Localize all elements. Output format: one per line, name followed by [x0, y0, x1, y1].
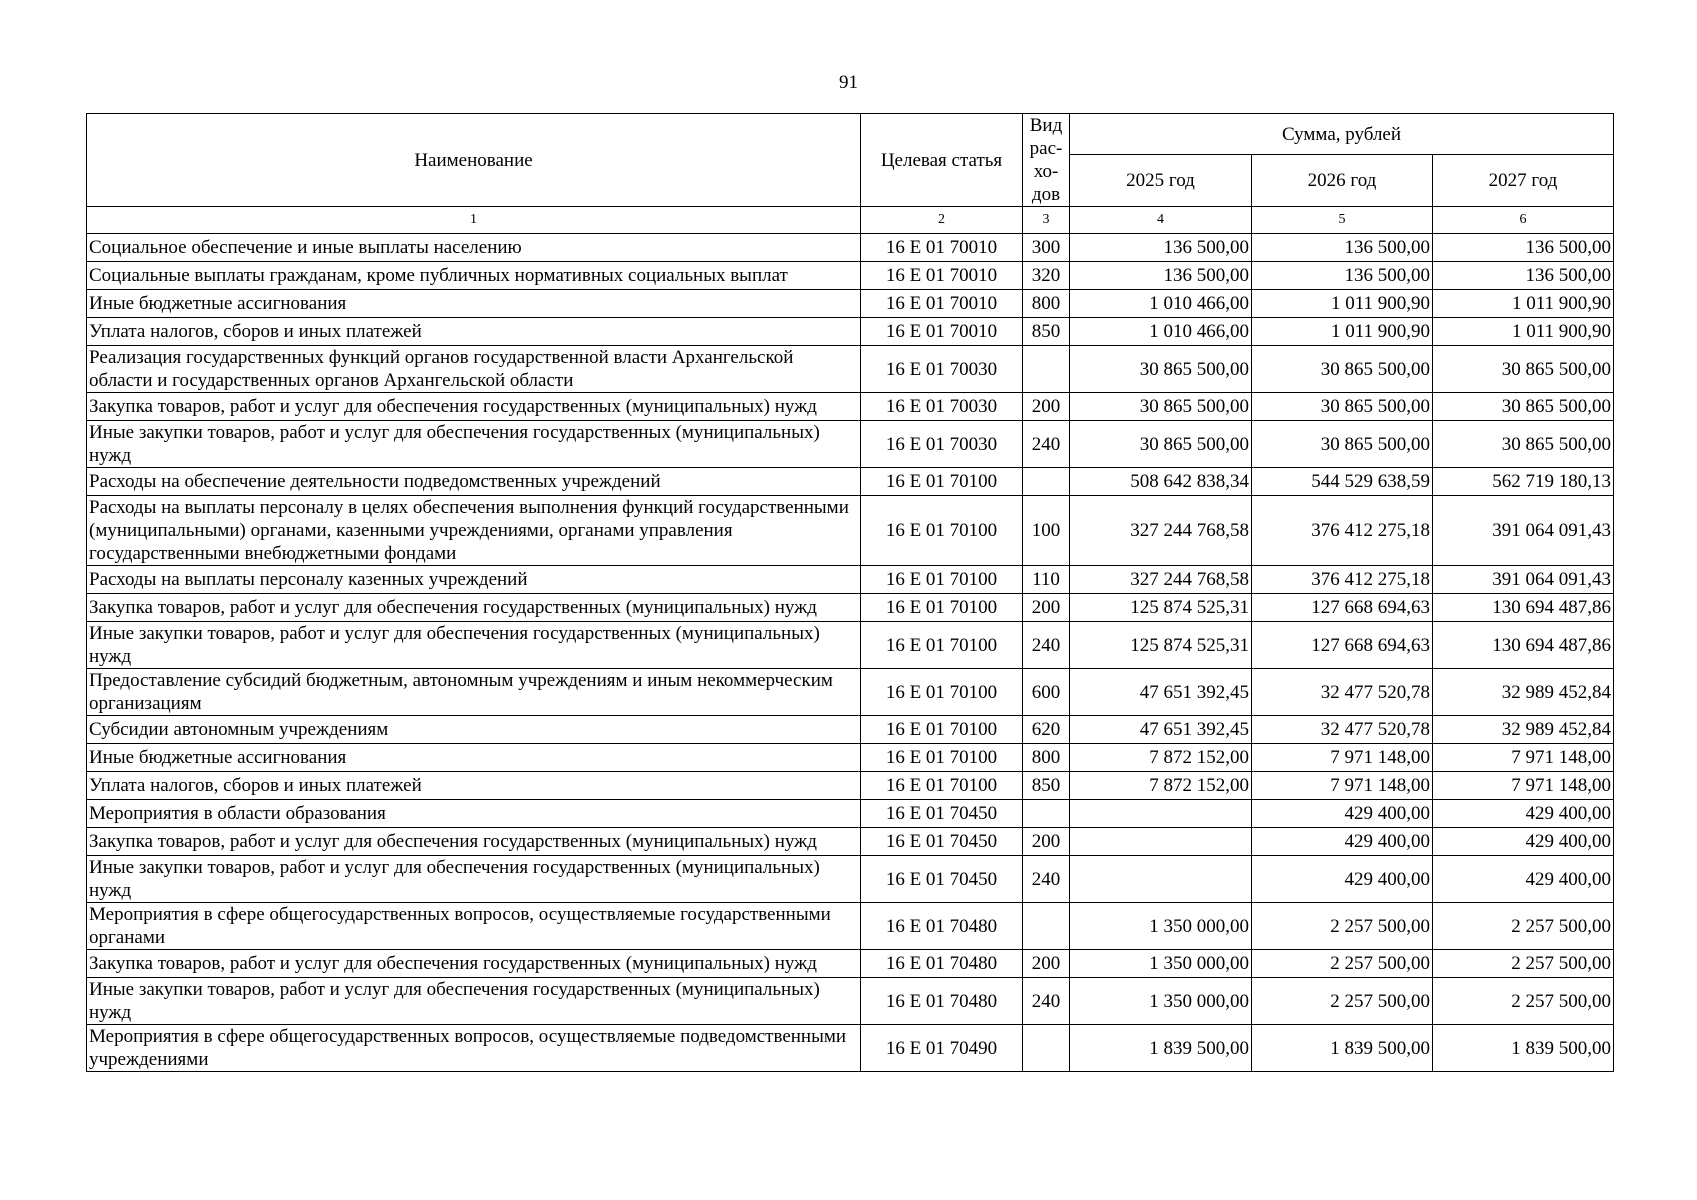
row-target-code: 16 Е 01 70030	[861, 421, 1023, 468]
row-expense-kind: 320	[1023, 262, 1070, 290]
row-target-code: 16 Е 01 70010	[861, 290, 1023, 318]
table-row	[87, 421, 1614, 468]
row-expense-kind: 800	[1023, 290, 1070, 318]
row-sum-2027: 429 400,00	[1433, 800, 1614, 828]
row-sum-2026: 376 412 275,18	[1252, 566, 1433, 594]
row-sum-2025: 508 642 838,34	[1070, 468, 1252, 496]
row-sum-2026: 30 865 500,00	[1252, 421, 1433, 468]
table-row	[87, 566, 1614, 594]
row-expense-kind: 300	[1023, 234, 1070, 262]
row-sum-2027: 136 500,00	[1433, 262, 1614, 290]
table-row	[87, 594, 1614, 622]
row-expense-kind: 850	[1023, 772, 1070, 800]
table-row	[87, 234, 1614, 262]
row-target-code: 16 Е 01 70010	[861, 234, 1023, 262]
row-sum-2026: 32 477 520,78	[1252, 716, 1433, 744]
row-name: Иные бюджетные ассигнования	[87, 744, 861, 772]
row-sum-2025: 327 244 768,58	[1070, 496, 1252, 566]
row-name: Расходы на обеспечение деятельности подведомственных учреждений	[87, 468, 861, 496]
table-body	[87, 234, 1614, 1072]
row-sum-2026: 429 400,00	[1252, 856, 1433, 903]
row-name: Расходы на выплаты персоналу казенных учреждений	[87, 566, 861, 594]
row-expense-kind: 200	[1023, 594, 1070, 622]
row-sum-2026: 2 257 500,00	[1252, 950, 1433, 978]
row-name: Закупка товаров, работ и услуг для обеспечения государственных (муниципальных) нужд	[87, 594, 861, 622]
row-sum-2026: 2 257 500,00	[1252, 978, 1433, 1025]
row-sum-2026: 429 400,00	[1252, 800, 1433, 828]
table-row	[87, 716, 1614, 744]
row-name: Социальное обеспечение и иные выплаты населению	[87, 234, 861, 262]
column-number: 4	[1070, 207, 1252, 234]
row-sum-2025	[1070, 828, 1252, 856]
row-expense-kind: 600	[1023, 669, 1070, 716]
row-sum-2027: 30 865 500,00	[1433, 346, 1614, 393]
row-sum-2025: 1 839 500,00	[1070, 1025, 1252, 1072]
row-sum-2025: 30 865 500,00	[1070, 346, 1252, 393]
row-sum-2025: 1 350 000,00	[1070, 950, 1252, 978]
row-sum-2025: 30 865 500,00	[1070, 421, 1252, 468]
row-expense-kind: 100	[1023, 496, 1070, 566]
header-year-2027: 2027 год	[1433, 155, 1614, 207]
row-name: Иные закупки товаров, работ и услуг для обеспечения государственных (муниципальных) нужд	[87, 622, 861, 669]
row-sum-2026: 1 839 500,00	[1252, 1025, 1433, 1072]
row-target-code: 16 Е 01 70100	[861, 772, 1023, 800]
row-target-code: 16 Е 01 70100	[861, 468, 1023, 496]
table-row	[87, 856, 1614, 903]
table-row	[87, 828, 1614, 856]
row-sum-2027: 130 694 487,86	[1433, 622, 1614, 669]
row-sum-2025: 327 244 768,58	[1070, 566, 1252, 594]
row-sum-2025: 47 651 392,45	[1070, 669, 1252, 716]
row-target-code: 16 Е 01 70100	[861, 566, 1023, 594]
header-sum: Сумма, рублей	[1070, 114, 1614, 155]
row-sum-2027: 1 011 900,90	[1433, 290, 1614, 318]
row-sum-2027: 32 989 452,84	[1433, 716, 1614, 744]
row-name: Социальные выплаты гражданам, кроме публичных нормативных социальных выплат	[87, 262, 861, 290]
table-row	[87, 978, 1614, 1025]
row-sum-2025: 136 500,00	[1070, 262, 1252, 290]
table-row	[87, 772, 1614, 800]
row-name: Мероприятия в области образования	[87, 800, 861, 828]
row-target-code: 16 Е 01 70010	[861, 262, 1023, 290]
row-name: Закупка товаров, работ и услуг для обеспечения государственных (муниципальных) нужд	[87, 393, 861, 421]
row-sum-2027: 7 971 148,00	[1433, 744, 1614, 772]
row-sum-2025: 30 865 500,00	[1070, 393, 1252, 421]
header-target: Целевая статья	[861, 114, 1023, 207]
row-name: Уплата налогов, сборов и иных платежей	[87, 772, 861, 800]
row-target-code: 16 Е 01 70480	[861, 950, 1023, 978]
row-target-code: 16 Е 01 70450	[861, 828, 1023, 856]
row-expense-kind	[1023, 800, 1070, 828]
column-number: 6	[1433, 207, 1614, 234]
row-sum-2025	[1070, 856, 1252, 903]
row-sum-2026: 127 668 694,63	[1252, 594, 1433, 622]
row-sum-2027: 1 839 500,00	[1433, 1025, 1614, 1072]
table-row	[87, 290, 1614, 318]
row-sum-2027: 2 257 500,00	[1433, 950, 1614, 978]
row-sum-2026: 429 400,00	[1252, 828, 1433, 856]
row-target-code: 16 Е 01 70100	[861, 744, 1023, 772]
row-sum-2027: 562 719 180,13	[1433, 468, 1614, 496]
row-expense-kind	[1023, 468, 1070, 496]
row-sum-2026: 544 529 638,59	[1252, 468, 1433, 496]
row-sum-2026: 376 412 275,18	[1252, 496, 1433, 566]
row-sum-2025: 47 651 392,45	[1070, 716, 1252, 744]
table-row	[87, 496, 1614, 566]
row-target-code: 16 Е 01 70450	[861, 800, 1023, 828]
row-name: Иные закупки товаров, работ и услуг для обеспечения государственных (муниципальных) нужд	[87, 856, 861, 903]
table-row	[87, 346, 1614, 393]
table-row	[87, 262, 1614, 290]
column-number: 1	[87, 207, 861, 234]
row-sum-2027: 32 989 452,84	[1433, 669, 1614, 716]
row-sum-2027: 429 400,00	[1433, 828, 1614, 856]
row-expense-kind	[1023, 903, 1070, 950]
row-target-code: 16 Е 01 70490	[861, 1025, 1023, 1072]
row-sum-2027: 7 971 148,00	[1433, 772, 1614, 800]
row-sum-2026: 30 865 500,00	[1252, 346, 1433, 393]
table-row	[87, 1025, 1614, 1072]
row-name: Мероприятия в сфере общегосударственных вопросов, осуществляемые подведомственными учреждениями	[87, 1025, 861, 1072]
row-sum-2025: 7 872 152,00	[1070, 744, 1252, 772]
row-expense-kind	[1023, 346, 1070, 393]
header-year-2025: 2025 год	[1070, 155, 1252, 207]
row-name: Расходы на выплаты персоналу в целях обеспечения выполнения функций государственными (муниципальными) органами, казенными учреждениями, органами управления государственными внебюджетными фондами	[87, 496, 861, 566]
row-sum-2026: 7 971 148,00	[1252, 744, 1433, 772]
row-target-code: 16 Е 01 70100	[861, 669, 1023, 716]
page-number: 91	[839, 72, 858, 93]
table-row	[87, 468, 1614, 496]
row-sum-2027: 391 064 091,43	[1433, 566, 1614, 594]
row-name: Предоставление субсидий бюджетным, автономным учреждениям и иным некоммерческим организациям	[87, 669, 861, 716]
row-sum-2027: 391 064 091,43	[1433, 496, 1614, 566]
table-row	[87, 622, 1614, 669]
row-sum-2025: 1 350 000,00	[1070, 903, 1252, 950]
row-sum-2026: 127 668 694,63	[1252, 622, 1433, 669]
row-sum-2026: 136 500,00	[1252, 262, 1433, 290]
row-name: Мероприятия в сфере общегосударственных вопросов, осуществляемые государственными органами	[87, 903, 861, 950]
table-row	[87, 318, 1614, 346]
header-name: Наименование	[87, 114, 861, 207]
row-sum-2026: 1 011 900,90	[1252, 290, 1433, 318]
table-row	[87, 744, 1614, 772]
row-sum-2025: 1 010 466,00	[1070, 318, 1252, 346]
row-sum-2027: 429 400,00	[1433, 856, 1614, 903]
row-target-code: 16 Е 01 70030	[861, 393, 1023, 421]
row-expense-kind: 240	[1023, 421, 1070, 468]
row-sum-2026: 30 865 500,00	[1252, 393, 1433, 421]
row-sum-2026: 7 971 148,00	[1252, 772, 1433, 800]
row-expense-kind: 240	[1023, 856, 1070, 903]
row-name: Иные закупки товаров, работ и услуг для обеспечения государственных (муниципальных) нужд	[87, 421, 861, 468]
row-sum-2026: 32 477 520,78	[1252, 669, 1433, 716]
row-sum-2025: 125 874 525,31	[1070, 594, 1252, 622]
row-sum-2027: 30 865 500,00	[1433, 393, 1614, 421]
table-row	[87, 800, 1614, 828]
row-target-code: 16 Е 01 70030	[861, 346, 1023, 393]
row-target-code: 16 Е 01 70100	[861, 594, 1023, 622]
table-row	[87, 950, 1614, 978]
budget-table	[86, 113, 1614, 1072]
row-sum-2026: 2 257 500,00	[1252, 903, 1433, 950]
row-expense-kind: 240	[1023, 978, 1070, 1025]
row-expense-kind: 200	[1023, 393, 1070, 421]
row-target-code: 16 Е 01 70480	[861, 903, 1023, 950]
row-target-code: 16 Е 01 70100	[861, 716, 1023, 744]
row-sum-2027: 2 257 500,00	[1433, 903, 1614, 950]
row-expense-kind: 200	[1023, 950, 1070, 978]
row-name: Закупка товаров, работ и услуг для обеспечения государственных (муниципальных) нужд	[87, 950, 861, 978]
row-sum-2027: 2 257 500,00	[1433, 978, 1614, 1025]
header-year-2026: 2026 год	[1252, 155, 1433, 207]
row-sum-2027: 30 865 500,00	[1433, 421, 1614, 468]
column-number: 5	[1252, 207, 1433, 234]
header-kind: Вид рас- хо- дов	[1023, 114, 1070, 207]
row-sum-2027: 130 694 487,86	[1433, 594, 1614, 622]
row-sum-2025: 1 010 466,00	[1070, 290, 1252, 318]
row-expense-kind: 200	[1023, 828, 1070, 856]
row-name: Реализация государственных функций органов государственной власти Архангельской области и государственных органов Архангельской области	[87, 346, 861, 393]
row-sum-2026: 136 500,00	[1252, 234, 1433, 262]
row-sum-2025: 125 874 525,31	[1070, 622, 1252, 669]
column-number: 2	[861, 207, 1023, 234]
row-sum-2027: 136 500,00	[1433, 234, 1614, 262]
row-sum-2025: 1 350 000,00	[1070, 978, 1252, 1025]
row-name: Иные закупки товаров, работ и услуг для обеспечения государственных (муниципальных) нужд	[87, 978, 861, 1025]
table-row	[87, 393, 1614, 421]
row-name: Иные бюджетные ассигнования	[87, 290, 861, 318]
row-expense-kind: 620	[1023, 716, 1070, 744]
table-row	[87, 669, 1614, 716]
row-sum-2025: 7 872 152,00	[1070, 772, 1252, 800]
row-target-code: 16 Е 01 70450	[861, 856, 1023, 903]
row-sum-2027: 1 011 900,90	[1433, 318, 1614, 346]
row-expense-kind: 110	[1023, 566, 1070, 594]
row-sum-2025: 136 500,00	[1070, 234, 1252, 262]
row-target-code: 16 Е 01 70480	[861, 978, 1023, 1025]
row-expense-kind: 240	[1023, 622, 1070, 669]
row-name: Субсидии автономным учреждениям	[87, 716, 861, 744]
row-expense-kind: 850	[1023, 318, 1070, 346]
row-sum-2026: 1 011 900,90	[1252, 318, 1433, 346]
row-name: Уплата налогов, сборов и иных платежей	[87, 318, 861, 346]
row-target-code: 16 Е 01 70100	[861, 496, 1023, 566]
table-row	[87, 903, 1614, 950]
row-expense-kind: 800	[1023, 744, 1070, 772]
row-target-code: 16 Е 01 70010	[861, 318, 1023, 346]
row-sum-2025	[1070, 800, 1252, 828]
row-name: Закупка товаров, работ и услуг для обеспечения государственных (муниципальных) нужд	[87, 828, 861, 856]
column-number: 3	[1023, 207, 1070, 234]
row-target-code: 16 Е 01 70100	[861, 622, 1023, 669]
row-expense-kind	[1023, 1025, 1070, 1072]
